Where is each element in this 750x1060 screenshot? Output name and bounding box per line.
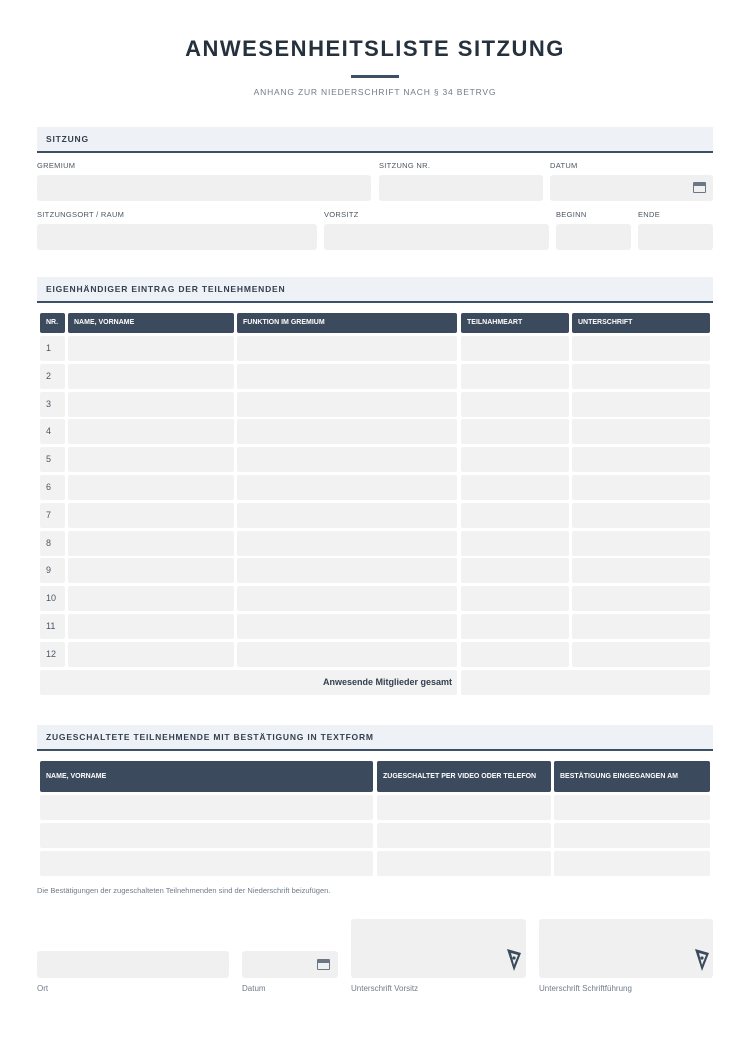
name-cell[interactable] <box>68 419 234 444</box>
remote-bestaetigung-cell[interactable] <box>554 823 710 848</box>
column-header-name: NAME, VORNAME <box>68 313 234 333</box>
unterschrift-cell[interactable] <box>572 475 710 500</box>
row-number: 6 <box>40 475 65 500</box>
funktion-cell[interactable] <box>237 336 457 361</box>
sitzungsort-field[interactable] <box>37 224 317 250</box>
funktion-cell[interactable] <box>237 475 457 500</box>
row-number: 10 <box>40 586 65 611</box>
remote-name-cell[interactable] <box>40 823 373 848</box>
remote-column-header-zugeschaltet: ZUGESCHALTET PER VIDEO ODER TELEFON <box>377 761 551 792</box>
footnote: Die Bestätigungen der zugeschalteten Teilnehmenden sind der Niederschrift beizufügen. <box>37 886 331 895</box>
unterschrift-cell[interactable] <box>572 336 710 361</box>
row-number: 2 <box>40 364 65 389</box>
calendar-icon[interactable] <box>317 959 330 970</box>
funktion-cell[interactable] <box>237 614 457 639</box>
remote-bestaetigung-cell[interactable] <box>554 851 710 876</box>
name-cell[interactable] <box>68 558 234 583</box>
pen-nib-icon <box>505 947 523 973</box>
row-number: 11 <box>40 614 65 639</box>
ende-field[interactable] <box>638 224 713 250</box>
signature-vorsitz-label: Unterschrift Vorsitz <box>351 984 419 993</box>
page-subtitle: ANHANG ZUR NIEDERSCHRIFT NACH § 34 BETRVG <box>253 87 497 97</box>
row-number: 8 <box>40 531 65 556</box>
gremium-label: GREMIUM <box>37 161 76 170</box>
funktion-cell[interactable] <box>237 586 457 611</box>
unterschrift-cell[interactable] <box>572 392 710 417</box>
datum-field[interactable] <box>550 175 713 201</box>
row-number: 3 <box>40 392 65 417</box>
row-number: 5 <box>40 447 65 472</box>
teilnahmeart-cell[interactable] <box>461 531 569 556</box>
sitzung-nr-label: SITZUNG NR. <box>379 161 431 170</box>
row-number: 7 <box>40 503 65 528</box>
unterschrift-cell[interactable] <box>572 531 710 556</box>
funktion-cell[interactable] <box>237 392 457 417</box>
column-header-teilnahmeart: TEILNAHMEART <box>461 313 569 333</box>
remote-name-cell[interactable] <box>40 851 373 876</box>
teilnahmeart-cell[interactable] <box>461 364 569 389</box>
unterschrift-cell[interactable] <box>572 447 710 472</box>
row-number: 1 <box>40 336 65 361</box>
remote-zugeschaltet-cell[interactable] <box>377 823 551 848</box>
column-header-nr: NR. <box>40 313 65 333</box>
funktion-cell[interactable] <box>237 531 457 556</box>
teilnahmeart-cell[interactable] <box>461 447 569 472</box>
funktion-cell[interactable] <box>237 447 457 472</box>
funktion-cell[interactable] <box>237 364 457 389</box>
unterschrift-cell[interactable] <box>572 558 710 583</box>
remote-zugeschaltet-cell[interactable] <box>377 851 551 876</box>
name-cell[interactable] <box>68 531 234 556</box>
teilnahmeart-cell[interactable] <box>461 392 569 417</box>
section-heading-remote: ZUGESCHALTETE TEILNEHMENDE MIT BESTÄTIGUNG IN TEXTFORM <box>37 725 713 751</box>
vorsitz-label: VORSITZ <box>324 210 359 219</box>
unterschrift-cell[interactable] <box>572 419 710 444</box>
teilnahmeart-cell[interactable] <box>461 558 569 583</box>
calendar-icon[interactable] <box>693 182 706 193</box>
funktion-cell[interactable] <box>237 642 457 667</box>
beginn-field[interactable] <box>556 224 631 250</box>
column-header-funktion: FUNKTION IM GREMIUM <box>237 313 457 333</box>
total-present-field[interactable] <box>461 670 710 695</box>
ort-field[interactable] <box>37 951 229 978</box>
unterschrift-cell[interactable] <box>572 614 710 639</box>
total-present-label: Anwesende Mitglieder gesamt <box>40 670 457 695</box>
name-cell[interactable] <box>68 336 234 361</box>
pen-nib-icon <box>693 947 711 973</box>
row-number: 4 <box>40 419 65 444</box>
name-cell[interactable] <box>68 364 234 389</box>
vorsitz-field[interactable] <box>324 224 549 250</box>
name-cell[interactable] <box>68 503 234 528</box>
teilnahmeart-cell[interactable] <box>461 419 569 444</box>
signature-schriftfuehrung-field[interactable] <box>539 919 713 978</box>
teilnahmeart-cell[interactable] <box>461 642 569 667</box>
gremium-field[interactable] <box>37 175 371 201</box>
beginn-label: BEGINN <box>556 210 587 219</box>
name-cell[interactable] <box>68 586 234 611</box>
name-cell[interactable] <box>68 392 234 417</box>
remote-zugeschaltet-cell[interactable] <box>377 795 551 820</box>
unterschrift-cell[interactable] <box>572 503 710 528</box>
funktion-cell[interactable] <box>237 558 457 583</box>
datum-label: DATUM <box>550 161 578 170</box>
remote-name-cell[interactable] <box>40 795 373 820</box>
section-heading-sitzung: SITZUNG <box>37 127 713 153</box>
name-cell[interactable] <box>68 475 234 500</box>
signature-vorsitz-field[interactable] <box>351 919 526 978</box>
teilnahmeart-cell[interactable] <box>461 614 569 639</box>
ende-label: ENDE <box>638 210 661 219</box>
section-heading-attendance: EIGENHÄNDIGER EINTRAG DER TEILNEHMENDEN <box>37 277 713 303</box>
name-cell[interactable] <box>68 614 234 639</box>
sitzung-nr-field[interactable] <box>379 175 543 201</box>
remote-bestaetigung-cell[interactable] <box>554 795 710 820</box>
unterschrift-cell[interactable] <box>572 642 710 667</box>
name-cell[interactable] <box>68 642 234 667</box>
funktion-cell[interactable] <box>237 419 457 444</box>
teilnahmeart-cell[interactable] <box>461 475 569 500</box>
ort-label: Ort <box>37 984 49 993</box>
row-number: 12 <box>40 642 65 667</box>
row-number: 9 <box>40 558 65 583</box>
page-title: ANWESENHEITSLISTE SITZUNG <box>185 36 565 61</box>
teilnahmeart-cell[interactable] <box>461 336 569 361</box>
funktion-cell[interactable] <box>237 503 457 528</box>
remote-column-header-name: NAME, VORNAME <box>40 761 373 792</box>
teilnahmeart-cell[interactable] <box>461 586 569 611</box>
teilnahmeart-cell[interactable] <box>461 503 569 528</box>
unterschrift-cell[interactable] <box>572 586 710 611</box>
signature-datum-field[interactable] <box>242 951 338 978</box>
column-header-unterschrift: UNTERSCHRIFT <box>572 313 710 333</box>
unterschrift-cell[interactable] <box>572 364 710 389</box>
remote-column-header-bestaetigung: BESTÄTIGUNG EINGEGANGEN AM <box>554 761 710 792</box>
sitzungsort-label: SITZUNGSORT / RAUM <box>37 210 125 219</box>
name-cell[interactable] <box>68 447 234 472</box>
title-underline <box>351 75 399 78</box>
signature-schriftfuehrung-label: Unterschrift Schriftführung <box>539 984 632 993</box>
signature-datum-label: Datum <box>242 984 266 993</box>
